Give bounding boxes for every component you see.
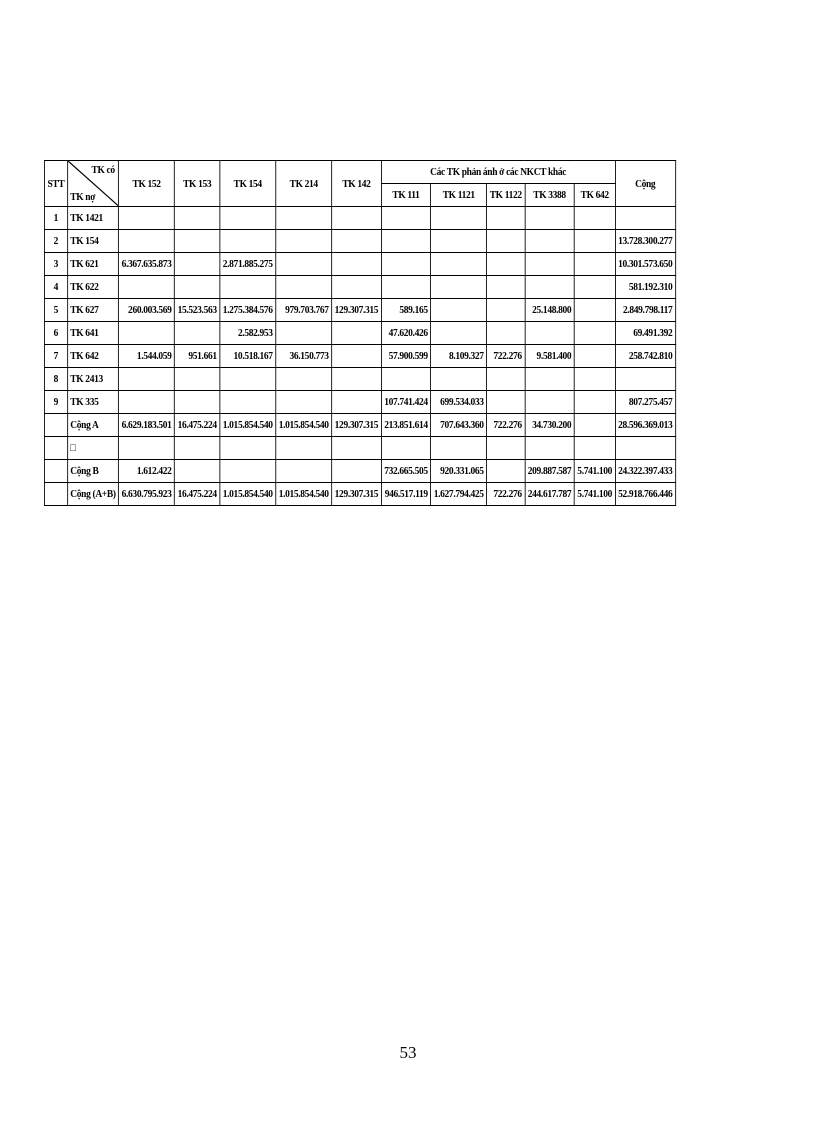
row-value-cell [615, 207, 675, 230]
row-value-cell [220, 368, 276, 391]
header-group-col-3: TK 1122 [487, 184, 525, 207]
table-row [44, 207, 675, 230]
row-value-cell [574, 322, 615, 345]
row-value-cell: 260.003.569 [119, 299, 175, 322]
table-row [44, 253, 675, 276]
row-value-cell: 16.475.224 [175, 483, 220, 506]
row-value-cell [431, 437, 487, 460]
row-value-cell: 979.703.767 [276, 299, 332, 322]
row-value-cell [119, 207, 175, 230]
row-value-cell [487, 460, 525, 483]
row-value-cell [574, 368, 615, 391]
row-value-cell [525, 391, 575, 414]
table-row [44, 460, 675, 483]
row-value-cell: 920.331.065 [431, 460, 487, 483]
row-value-cell: 1.015.854.540 [276, 483, 332, 506]
row-value-cell: 13.728.300.277 [615, 230, 675, 253]
row-value-cell [276, 437, 332, 460]
row-value-cell: 2.871.885.275 [220, 253, 276, 276]
row-value-cell [525, 437, 575, 460]
row-value-cell [220, 276, 276, 299]
row-value-cell: 209.887.587 [525, 460, 575, 483]
header-debit-label: TK nợ [70, 191, 96, 203]
row-value-cell: 699.534.033 [431, 391, 487, 414]
row-value-cell: 107.741.424 [381, 391, 431, 414]
row-value-cell [175, 207, 220, 230]
row-value-cell [574, 276, 615, 299]
row-value-cell [332, 345, 382, 368]
row-value-cell [220, 391, 276, 414]
row-stt [44, 414, 67, 437]
row-value-cell [381, 437, 431, 460]
row-value-cell [276, 368, 332, 391]
row-stt [44, 437, 67, 460]
row-value-cell [487, 230, 525, 253]
row-value-cell [276, 230, 332, 253]
row-value-cell: 15.523.563 [175, 299, 220, 322]
row-value-cell: 2.849.798.117 [615, 299, 675, 322]
row-value-cell [574, 230, 615, 253]
header-group-col-5: TK 642 [574, 184, 615, 207]
row-value-cell [332, 368, 382, 391]
row-value-cell [276, 322, 332, 345]
row-value-cell: 28.596.369.013 [615, 414, 675, 437]
row-value-cell: 258.742.810 [615, 345, 675, 368]
row-value-cell [525, 322, 575, 345]
row-value-cell [525, 230, 575, 253]
row-value-cell: 1.544.059 [119, 345, 175, 368]
row-value-cell [276, 253, 332, 276]
row-value-cell: 1.015.854.540 [220, 414, 276, 437]
row-account: TK 642 [67, 345, 118, 368]
row-value-cell [487, 391, 525, 414]
row-stt: 1 [44, 207, 67, 230]
row-value-cell [381, 207, 431, 230]
row-value-cell [220, 437, 276, 460]
row-value-cell: 6.367.635.873 [119, 253, 175, 276]
row-value-cell [119, 391, 175, 414]
table-row [44, 368, 675, 391]
row-value-cell [175, 368, 220, 391]
table-row [44, 483, 675, 506]
row-value-cell: 47.620.426 [381, 322, 431, 345]
row-value-cell [525, 276, 575, 299]
header-stt: STT [44, 161, 67, 207]
header-col-4: TK 214 [276, 161, 332, 207]
row-value-cell [487, 437, 525, 460]
row-stt: 7 [44, 345, 67, 368]
row-value-cell: 1.015.854.540 [220, 483, 276, 506]
row-account: TK 335 [67, 391, 118, 414]
row-value-cell [574, 391, 615, 414]
row-value-cell: 1.275.384.576 [220, 299, 276, 322]
header-diagonal-cell [67, 161, 118, 207]
row-account: □ [67, 437, 118, 460]
table-row [44, 299, 675, 322]
row-value-cell: 732.665.505 [381, 460, 431, 483]
row-value-cell [381, 230, 431, 253]
header-group: Các TK phản ánh ở các NKCT khác [381, 161, 615, 184]
row-value-cell: 722.276 [487, 483, 525, 506]
row-value-cell: 6.630.795.923 [119, 483, 175, 506]
row-value-cell [431, 253, 487, 276]
row-value-cell [175, 391, 220, 414]
row-value-cell [119, 230, 175, 253]
row-value-cell: 5.741.100 [574, 460, 615, 483]
row-account: TK 622 [67, 276, 118, 299]
header-col-1: TK 152 [119, 161, 175, 207]
row-value-cell: 129.307.315 [332, 483, 382, 506]
header-col-5: TK 142 [332, 161, 382, 207]
row-value-cell: 16.475.224 [175, 414, 220, 437]
row-stt: 2 [44, 230, 67, 253]
page-number: 53 [399, 1043, 417, 1062]
row-value-cell [487, 299, 525, 322]
row-value-cell [175, 230, 220, 253]
row-value-cell: 9.581.400 [525, 345, 575, 368]
row-value-cell [574, 345, 615, 368]
row-value-cell: 52.918.766.446 [615, 483, 675, 506]
row-value-cell [332, 230, 382, 253]
row-value-cell [574, 437, 615, 460]
row-value-cell [487, 276, 525, 299]
header-group-col-1: TK 111 [381, 184, 431, 207]
table-body [44, 207, 675, 506]
table-row [44, 437, 675, 460]
header-credit-label: TK có [91, 164, 115, 176]
row-account: Cộng B [67, 460, 118, 483]
row-value-cell [431, 276, 487, 299]
row-value-cell [220, 207, 276, 230]
row-value-cell [175, 437, 220, 460]
header-col-3: TK 154 [220, 161, 276, 207]
row-value-cell: 244.617.787 [525, 483, 575, 506]
row-value-cell [431, 299, 487, 322]
row-value-cell [175, 460, 220, 483]
row-value-cell [487, 207, 525, 230]
row-value-cell: 951.661 [175, 345, 220, 368]
row-value-cell: 129.307.315 [332, 299, 382, 322]
row-value-cell: 722.276 [487, 414, 525, 437]
row-value-cell [332, 437, 382, 460]
row-value-cell [574, 253, 615, 276]
row-value-cell [487, 322, 525, 345]
row-value-cell [332, 460, 382, 483]
row-value-cell [276, 391, 332, 414]
row-stt: 5 [44, 299, 67, 322]
row-stt: 8 [44, 368, 67, 391]
row-value-cell [332, 276, 382, 299]
row-value-cell [574, 207, 615, 230]
header-group-col-2: TK 1121 [431, 184, 487, 207]
row-account: TK 641 [67, 322, 118, 345]
row-value-cell [175, 253, 220, 276]
row-value-cell [615, 437, 675, 460]
row-value-cell: 2.582.953 [220, 322, 276, 345]
table-row [44, 276, 675, 299]
row-value-cell: 5.741.100 [574, 483, 615, 506]
row-value-cell [431, 230, 487, 253]
row-value-cell: 25.148.800 [525, 299, 575, 322]
table-row [44, 414, 675, 437]
row-stt: 4 [44, 276, 67, 299]
row-value-cell [175, 276, 220, 299]
row-value-cell [487, 253, 525, 276]
row-value-cell [119, 276, 175, 299]
row-value-cell [276, 207, 332, 230]
row-value-cell: 10.301.573.650 [615, 253, 675, 276]
row-value-cell [574, 299, 615, 322]
row-value-cell: 946.517.119 [381, 483, 431, 506]
accounting-table [44, 160, 676, 506]
row-value-cell [525, 207, 575, 230]
row-value-cell: 6.629.183.501 [119, 414, 175, 437]
row-value-cell: 69.491.392 [615, 322, 675, 345]
row-value-cell [431, 322, 487, 345]
header-group-col-4: TK 3388 [525, 184, 575, 207]
row-value-cell: 707.643.360 [431, 414, 487, 437]
table-row [44, 391, 675, 414]
row-value-cell [525, 368, 575, 391]
row-value-cell [220, 460, 276, 483]
row-value-cell: 722.276 [487, 345, 525, 368]
row-value-cell [119, 368, 175, 391]
row-value-cell: 589.165 [381, 299, 431, 322]
row-value-cell [119, 322, 175, 345]
row-account: Cộng (A+B) [67, 483, 118, 506]
row-value-cell [381, 276, 431, 299]
row-value-cell: 8.109.327 [431, 345, 487, 368]
row-value-cell [332, 253, 382, 276]
row-account: TK 621 [67, 253, 118, 276]
header-col-2: TK 153 [175, 161, 220, 207]
row-account: TK 627 [67, 299, 118, 322]
row-stt [44, 460, 67, 483]
row-value-cell: 34.730.200 [525, 414, 575, 437]
row-value-cell [525, 253, 575, 276]
row-stt: 6 [44, 322, 67, 345]
row-value-cell: 581.192.310 [615, 276, 675, 299]
table-row [44, 345, 675, 368]
row-value-cell [276, 276, 332, 299]
header-row-1 [44, 161, 675, 184]
row-value-cell: 1.627.794.425 [431, 483, 487, 506]
row-account: Cộng A [67, 414, 118, 437]
row-value-cell: 24.322.397.433 [615, 460, 675, 483]
row-account: TK 1421 [67, 207, 118, 230]
row-value-cell: 10.518.167 [220, 345, 276, 368]
row-stt: 9 [44, 391, 67, 414]
row-value-cell [381, 368, 431, 391]
row-value-cell [574, 414, 615, 437]
row-account: TK 2413 [67, 368, 118, 391]
table-row [44, 322, 675, 345]
row-value-cell: 1.015.854.540 [276, 414, 332, 437]
row-value-cell: 129.307.315 [332, 414, 382, 437]
row-value-cell [332, 391, 382, 414]
row-value-cell [119, 437, 175, 460]
row-value-cell [220, 230, 276, 253]
row-stt: 3 [44, 253, 67, 276]
row-value-cell: 57.900.599 [381, 345, 431, 368]
row-value-cell [276, 460, 332, 483]
row-value-cell [332, 207, 382, 230]
row-value-cell [487, 368, 525, 391]
row-account: TK 154 [67, 230, 118, 253]
row-value-cell [431, 207, 487, 230]
row-value-cell [332, 322, 382, 345]
row-value-cell [615, 368, 675, 391]
row-value-cell: 213.851.614 [381, 414, 431, 437]
table-row [44, 230, 675, 253]
row-value-cell [381, 253, 431, 276]
row-value-cell: 1.612.422 [119, 460, 175, 483]
row-value-cell: 36.150.773 [276, 345, 332, 368]
row-value-cell: 807.275.457 [615, 391, 675, 414]
row-stt [44, 483, 67, 506]
row-value-cell [175, 322, 220, 345]
header-total: Cộng [615, 161, 675, 207]
row-value-cell [431, 368, 487, 391]
